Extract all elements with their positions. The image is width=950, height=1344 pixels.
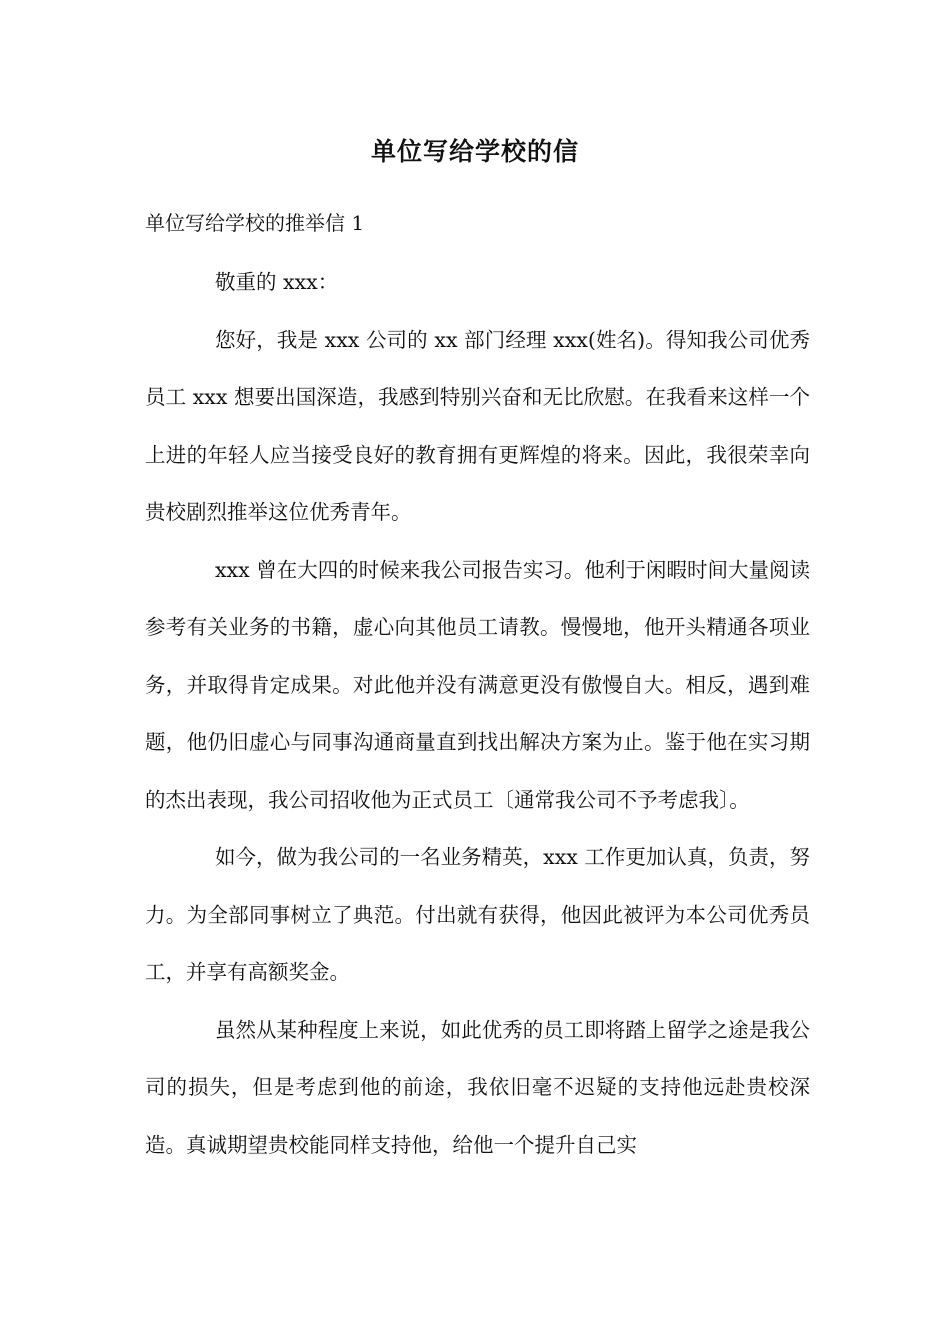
document-title: 单位写给学校的信: [370, 137, 579, 166]
body-paragraph: 如今，做为我公司的一名业务精英，xxx 工作更加认真，负责，努力。为全部同事树立了典范。付出就有获得，他因此被评为本公司优秀员工，并享有高额奖金。: [145, 845, 810, 984]
body-paragraph: xxx 曾在大四的时候来我公司报告实习。他利于闲暇时间大量阅读参考有关业务的书籍，虚心向其他员工请教。慢慢地，他开头精通各项业务，并取得肯定成果。对此他并没有满意更没有傲慢自大。相反，遇到难题，他仍旧虚心与同事沟通商量直到找出解决方案为止。鉴于他在实习期的杰出表现，我公司招收他为正式员工〔通常我公司不予考虑我〕。: [145, 557, 810, 812]
body-paragraph: 您好，我是 xxx 公司的 xx 部门经理 xxx(姓名)。得知我公司优秀员工 xxx 想要出国深造，我感到特别兴奋和无比欣慰。在我看来这样一个上进的年轻人应当接受良好的教育拥有更辉煌的将来。因此，我很荣幸向贵校剧烈推举这位优秀青年。: [145, 327, 810, 524]
salutation: 敬重的 xxx：: [215, 270, 339, 294]
body-paragraph: 虽然从某种程度上来说，如此优秀的员工即将踏上留学之途是我公司的损失，但是考虑到他的前途，我依旧毫不迟疑的支持他远赴贵校深造。真诚期望贵校能同样支持他，给他一个提升自己实: [145, 1017, 810, 1157]
letter-body: [145, 254, 810, 1174]
document-subtitle: 单位写给学校的推举信 1: [145, 211, 365, 235]
